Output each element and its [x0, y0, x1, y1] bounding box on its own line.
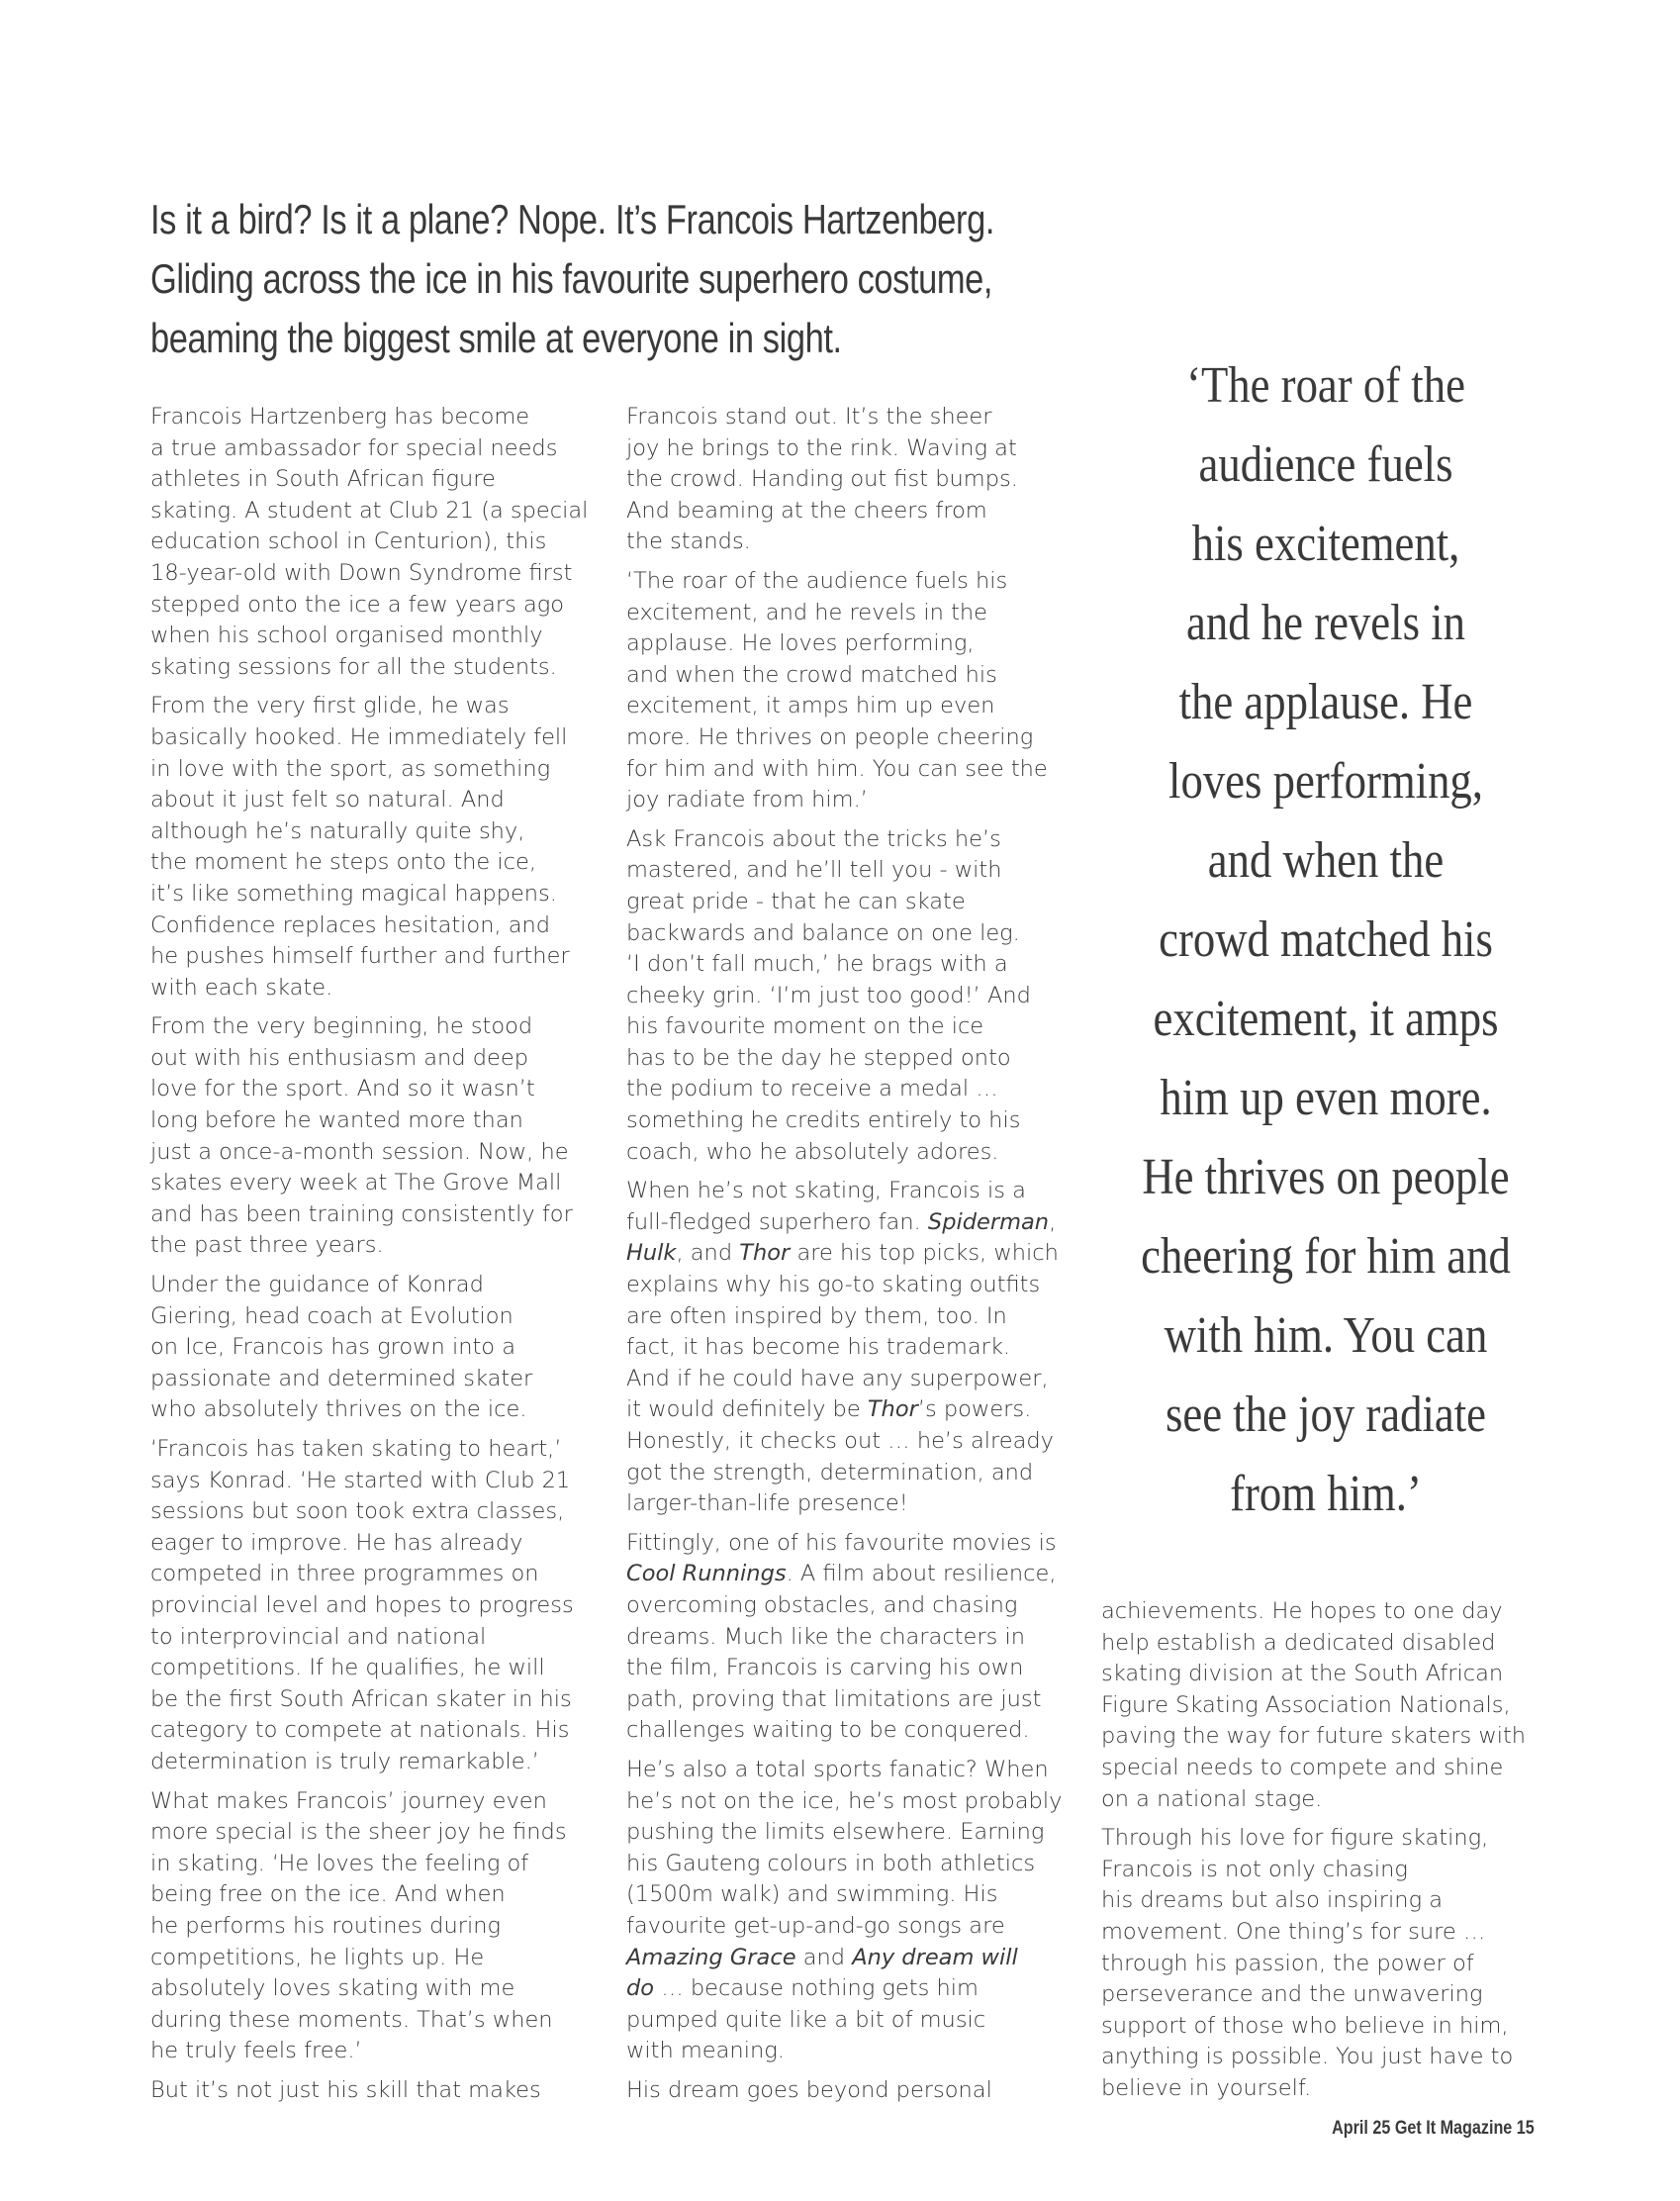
paragraph — [626, 2075, 1091, 2107]
col1-p4-line: competitions. If he qualifies, he will — [150, 1655, 545, 1681]
col1-p1-line: with each skate. — [150, 974, 333, 1001]
col1-p5-line: being free on the ice. And when — [150, 1881, 506, 1908]
col3-p1-line: anything is possible. You just have to — [1101, 2044, 1514, 2070]
col3-p0-line: achievements. He hopes to one day — [1101, 1598, 1503, 1624]
col1-p4-line: to interprovincial and national — [150, 1623, 487, 1650]
pullquote-line: ‘The roar of the — [1186, 357, 1465, 414]
col2-p5-line: with meaning. — [626, 2038, 785, 2064]
col2-p2-line: cheeky grin. ‘I’m just too good!’ And — [626, 982, 1031, 1008]
col2-p4-line: overcoming obstacles, and chasing — [626, 1591, 1018, 1618]
col1-p1-line: he pushes himself further and further — [150, 943, 570, 970]
col3-p1-line: Francois is not only chasing — [1101, 1856, 1408, 1882]
col3-p1-line: his dreams but also inspiring a — [1101, 1887, 1444, 1914]
col3-p1-line: support of those who believe in him, — [1101, 2012, 1509, 2039]
col1-p3-line: who absolutely thrives on the ice. — [150, 1396, 527, 1423]
col3-p0-line: help establish a dedicated disabled — [1101, 1629, 1496, 1656]
col2-p3-line: are often inspired by them, too. In — [626, 1302, 1007, 1329]
pullquote-line: crowd matched his — [1159, 911, 1493, 968]
col2-p4-line: Fittingly, one of his favourite movies is — [626, 1529, 1057, 1556]
col1-p2-line: From the very beginning, he stood — [150, 1013, 533, 1040]
paragraph — [626, 824, 1091, 1169]
col2-p1-line: more. He thrives on people cheering — [626, 723, 1034, 750]
pullquote-line: and when the — [1207, 832, 1445, 889]
col2-p5-line: do … because nothing gets him — [626, 1975, 979, 2002]
pullquote-line: and he revels in — [1186, 595, 1465, 651]
col2-p3-line: When he’s not skating, Francois is a — [626, 1178, 1026, 1204]
col2-p3-line: Hulk, and Thor are his top picks, which — [626, 1240, 1059, 1267]
page-footer: April 25 Get It Magazine 15 — [1332, 2118, 1535, 2139]
col1-p2-line: just a once-a-month session. Now, he — [150, 1138, 569, 1165]
pullquote-line: loves performing, — [1168, 753, 1483, 810]
col2-p2-line: mastered, and he’ll tell you - with — [626, 857, 1002, 884]
col1-p4-line: be the first South African skater in his — [150, 1685, 572, 1712]
col1-p4-line: ‘Francois has taken skating to heart,’ — [150, 1436, 562, 1462]
paragraph — [150, 691, 615, 1004]
pullquote-line: see the joy radiate — [1165, 1387, 1487, 1443]
col1-p4-line: determination is truly remarkable.’ — [150, 1748, 539, 1774]
article-column-1 — [150, 402, 615, 2114]
col1-p1-line: From the very first glide, he was — [150, 693, 510, 719]
col3-p0-line: special needs to compete and shine — [1101, 1754, 1504, 1780]
paragraph — [150, 1434, 615, 1778]
intro-heading — [150, 190, 995, 368]
col1-p4-line: says Konrad. ‘He started with Club 21 — [150, 1467, 571, 1493]
col2-p0-line: joy he brings to the rink. Waving at — [626, 434, 1017, 461]
col3-p1-line: Through his love for figure skating, — [1101, 1825, 1489, 1852]
article-column-3 — [1101, 1596, 1546, 2113]
col2-p3-line: got the strength, determination, and — [626, 1459, 1034, 1485]
col1-p0-line: athletes in South African figure — [150, 466, 496, 493]
col1-p1-line: although he’s naturally quite shy, — [150, 817, 525, 844]
col1-p2-line: out with his enthusiasm and deep — [150, 1044, 529, 1071]
col3-p1-line: perseverance and the unwavering — [1101, 1981, 1483, 2008]
col2-p2-line: has to be the day he stepped onto — [626, 1044, 1011, 1071]
paragraph — [1101, 1823, 1546, 2104]
col1-p5-line: during these moments. That’s when — [150, 2006, 553, 2033]
col1-p0-line: a true ambassador for special needs — [150, 434, 558, 461]
paragraph — [626, 1755, 1091, 2067]
paragraph — [150, 1786, 615, 2067]
col3-p1-line: believe in yourself. — [1101, 2074, 1312, 2101]
col2-p1-line: applause. He loves performing, — [626, 630, 975, 657]
col2-p1-line: excitement, it amps him up even — [626, 693, 995, 719]
pullquote-line: cheering for him and — [1141, 1228, 1511, 1285]
col2-p1-line: joy radiate from him.’ — [626, 787, 868, 813]
col1-p3-line: Giering, head coach at Evolution — [150, 1302, 513, 1329]
paragraph — [1101, 1596, 1546, 1815]
col1-p0-line: skating sessions for all the students. — [150, 653, 557, 680]
paragraph — [626, 566, 1091, 816]
paragraph — [150, 2075, 615, 2107]
col2-p6-line: His dream goes beyond personal — [626, 2076, 992, 2103]
pull-quote — [1098, 346, 1553, 1534]
col1-p1-line: basically hooked. He immediately fell — [150, 723, 568, 750]
col2-p0-line: the crowd. Handing out fist bumps. — [626, 466, 1018, 493]
article-column-2 — [626, 402, 1091, 2114]
col2-p3-line: And if he could have any superpower, — [626, 1365, 1049, 1391]
col3-p0-line: on a national stage. — [1101, 1785, 1323, 1812]
col2-p2-line: backwards and balance on one leg. — [626, 919, 1020, 946]
col2-p5-line: (1500m walk) and swimming. His — [626, 1881, 998, 1908]
col1-p2-line: the past three years. — [150, 1232, 384, 1259]
col1-p2-line: love for the sport. And so it wasn’t — [150, 1076, 535, 1102]
col1-p5-line: competitions, he lights up. He — [150, 1944, 485, 1970]
col1-p6-line: But it’s not just his skill that makes — [150, 2076, 541, 2103]
col2-p3-line: explains why his go-to skating outfits — [626, 1272, 1041, 1298]
col1-p0-line: Francois Hartzenberg has become — [150, 404, 530, 430]
col1-p4-line: eager to improve. He has already — [150, 1529, 523, 1556]
pullquote-line: audience fuels — [1198, 436, 1453, 493]
pullquote-line: excitement, it amps — [1153, 991, 1499, 1047]
col1-p4-line: provincial level and hopes to progress — [150, 1591, 574, 1618]
col1-p0-line: stepped onto the ice a few years ago — [150, 591, 565, 618]
paragraph — [150, 402, 615, 683]
col1-p4-line: sessions but soon took extra classes, — [150, 1498, 565, 1525]
col2-p2-line: ‘I don’t fall much,’ he brags with a — [626, 951, 1008, 978]
col3-p0-line: paving the way for future skaters with — [1101, 1723, 1527, 1750]
col2-p4-line: the film, Francois is carving his own — [626, 1655, 1024, 1681]
col1-p0-line: skating. A student at Club 21 (a special — [150, 497, 589, 524]
col2-p5-line: Amazing Grace and Any dream will — [626, 1944, 1018, 1970]
col1-p4-line: competed in three programmes on — [150, 1561, 539, 1587]
col2-p1-line: for him and with him. You can see the — [626, 755, 1048, 782]
intro-line: beaming the biggest smile at everyone in sight. — [150, 315, 842, 361]
paragraph — [150, 1270, 615, 1426]
col1-p5-line: absolutely loves skating with me — [150, 1975, 515, 2002]
col2-p0-line: Francois stand out. It’s the sheer — [626, 404, 992, 430]
col2-p5-line: favourite get-up-and-go songs are — [626, 1912, 1005, 1939]
col1-p2-line: skates every week at The Grove Mall — [150, 1170, 562, 1196]
col1-p3-line: Under the guidance of Konrad — [150, 1272, 484, 1298]
col2-p3-line: fact, it has become his trademark. — [626, 1334, 1011, 1361]
col2-p5-line: He’s also a total sports fanatic? When — [626, 1756, 1049, 1782]
intro-line: Is it a bird? Is it a plane? Nope. It’s Francois Hartzenberg. — [150, 196, 995, 242]
paragraph — [626, 1528, 1091, 1747]
col2-p3-line: Honestly, it checks out … he’s already — [626, 1428, 1054, 1454]
pullquote-line: from him.’ — [1230, 1466, 1422, 1522]
col1-p1-line: Confidence replaces hesitation, and — [150, 911, 551, 938]
paragraph — [626, 1176, 1091, 1520]
col1-p1-line: in love with the sport, as something — [150, 755, 551, 782]
col3-p0-line: skating division at the South African — [1101, 1661, 1504, 1687]
col2-p1-line: excitement, and he revels in the — [626, 599, 988, 625]
col2-p5-line: he’s not on the ice, he’s most probably — [626, 1787, 1063, 1814]
col1-p5-line: he truly feels free.’ — [150, 2038, 362, 2064]
col3-p1-line: movement. One thing’s for sure … — [1101, 1918, 1486, 1945]
intro-line: Gliding across the ice in his favourite superhero costume, — [150, 255, 993, 302]
col2-p1-line: and when the crowd matched his — [626, 661, 997, 688]
col1-p5-line: in skating. ‘He loves the feeling of — [150, 1850, 529, 1876]
col2-p2-line: coach, who he absolutely adores. — [626, 1138, 999, 1165]
pullquote-line: He thrives on people — [1142, 1149, 1510, 1205]
col2-p3-line: larger-than-life presence! — [626, 1490, 908, 1517]
col3-p1-line: through his passion, the power of — [1101, 1950, 1474, 1976]
col1-p2-line: and has been training consistently for — [150, 1200, 573, 1227]
col2-p5-line: pumped quite like a bit of music — [626, 2006, 986, 2033]
col2-p2-line: something he credits entirely to his — [626, 1107, 1021, 1134]
col1-p0-line: 18-year-old with Down Syndrome first — [150, 559, 573, 586]
paragraph — [626, 402, 1091, 558]
col2-p2-line: the podium to receive a medal … — [626, 1076, 998, 1102]
col1-p0-line: education school in Centurion), this — [150, 528, 547, 555]
col2-p4-line: path, proving that limitations are just — [626, 1685, 1042, 1712]
col2-p0-line: And beaming at the cheers from — [626, 497, 987, 524]
col1-p0-line: when his school organised monthly — [150, 622, 543, 649]
col1-p1-line: the moment he steps onto the ice, — [150, 849, 537, 876]
pullquote-line: the applause. He — [1178, 674, 1473, 730]
col3-p0-line: Figure Skating Association Nationals, — [1101, 1691, 1511, 1718]
col2-p4-line: Cool Runnings. A film about resilience, — [626, 1561, 1057, 1587]
col2-p1-line: ‘The roar of the audience fuels his — [626, 567, 1008, 594]
col2-p4-line: challenges waiting to be conquered. — [626, 1717, 1030, 1744]
col2-p2-line: great pride - that he can skate — [626, 888, 966, 914]
col2-p5-line: pushing the limits elsewhere. Earning — [626, 1819, 1045, 1846]
col2-p3-line: it would definitely be Thor’s powers. — [626, 1396, 1032, 1423]
col1-p1-line: about it just felt so natural. And — [150, 787, 505, 813]
col2-p2-line: Ask Francois about the tricks he’s — [626, 825, 1001, 852]
col1-p1-line: it’s like something magical happens. — [150, 880, 557, 907]
col1-p4-line: category to compete at nationals. His — [150, 1717, 570, 1744]
col2-p0-line: the stands. — [626, 528, 751, 555]
col1-p5-line: What makes Francois’ journey even — [150, 1787, 547, 1814]
pullquote-line: with him. You can — [1164, 1307, 1488, 1364]
col2-p3-line: full-fledged superhero fan. Spiderman, — [626, 1208, 1057, 1235]
col2-p5-line: his Gauteng colours in both athletics — [626, 1850, 1036, 1876]
col1-p3-line: passionate and determined skater — [150, 1365, 533, 1391]
col1-p5-line: he performs his routines during — [150, 1912, 501, 1939]
col1-p5-line: more special is the sheer joy he finds — [150, 1819, 567, 1846]
col1-p3-line: on Ice, Francois has grown into a — [150, 1334, 515, 1361]
col2-p2-line: his favourite moment on the ice — [626, 1013, 984, 1040]
col1-p2-line: long before he wanted more than — [150, 1107, 523, 1134]
paragraph — [150, 1011, 615, 1262]
col2-p4-line: dreams. Much like the characters in — [626, 1623, 1026, 1650]
pullquote-line: him up even more. — [1160, 1070, 1492, 1126]
pullquote-line: his excitement, — [1191, 516, 1460, 572]
